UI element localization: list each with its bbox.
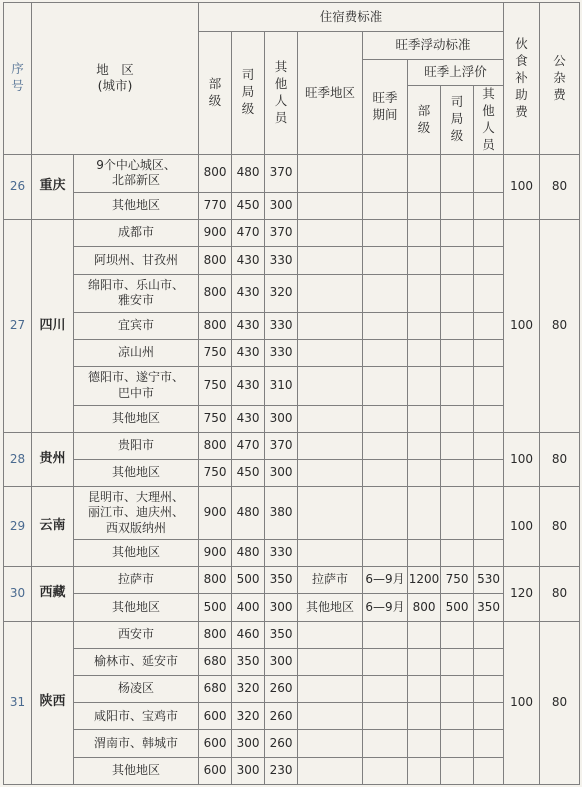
peak-siju: 500	[441, 594, 474, 621]
rate-other: 300	[265, 405, 298, 432]
peak-period	[363, 154, 408, 192]
header-other: 其 他 人 员	[265, 32, 298, 155]
peak-period	[363, 703, 408, 730]
rate-siju: 480	[232, 154, 265, 192]
misc-fee: 80	[540, 621, 580, 784]
peak-region	[298, 703, 363, 730]
rate-other: 310	[265, 367, 298, 405]
rate-other: 380	[265, 487, 298, 539]
peak-period	[363, 648, 408, 675]
peak-region	[298, 367, 363, 405]
header-meal: 伙 食 补 助 费	[504, 3, 540, 155]
peak-period	[363, 274, 408, 312]
area-name: 杨凌区	[74, 675, 199, 702]
peak-bu	[408, 621, 441, 648]
peak-siju	[441, 487, 474, 539]
province-name: 四川	[32, 220, 74, 433]
rate-other: 330	[265, 312, 298, 339]
row-seq: 27	[4, 220, 32, 433]
rate-siju: 450	[232, 192, 265, 219]
rate-bu: 900	[199, 487, 232, 539]
header-lodging: 住宿费标准	[199, 3, 504, 32]
table-row	[4, 312, 580, 339]
peak-siju	[441, 154, 474, 192]
rate-other: 300	[265, 460, 298, 487]
peak-region	[298, 460, 363, 487]
rate-other: 370	[265, 220, 298, 247]
peak-bu	[408, 757, 441, 784]
peak-siju	[441, 621, 474, 648]
peak-other	[474, 539, 504, 566]
table-row	[4, 567, 580, 594]
rate-other: 330	[265, 340, 298, 367]
rate-other: 320	[265, 274, 298, 312]
rate-bu: 750	[199, 460, 232, 487]
peak-other	[474, 648, 504, 675]
peak-bu	[408, 367, 441, 405]
table-row	[4, 432, 580, 459]
peak-region	[298, 274, 363, 312]
peak-other: 530	[474, 567, 504, 594]
peak-other	[474, 757, 504, 784]
header-peak-upper: 旺季上浮价	[408, 60, 504, 86]
peak-other	[474, 487, 504, 539]
area-name: 德阳市、遂宁市、 巴中市	[74, 367, 199, 405]
rate-bu: 900	[199, 220, 232, 247]
table-row	[4, 460, 580, 487]
meal-allowance: 100	[504, 487, 540, 567]
area-name: 阿坝州、甘孜州	[74, 247, 199, 274]
peak-region	[298, 487, 363, 539]
misc-fee: 80	[540, 220, 580, 433]
misc-fee: 80	[540, 567, 580, 621]
peak-other	[474, 703, 504, 730]
table-row	[4, 487, 580, 539]
meal-allowance: 100	[504, 621, 540, 784]
peak-region: 其他地区	[298, 594, 363, 621]
header-peak-bu: 部 级	[408, 86, 441, 155]
table-row	[4, 220, 580, 247]
peak-region	[298, 405, 363, 432]
peak-bu	[408, 154, 441, 192]
area-name: 渭南市、韩城市	[74, 730, 199, 757]
peak-region	[298, 247, 363, 274]
row-seq: 28	[4, 432, 32, 486]
rate-bu: 680	[199, 675, 232, 702]
peak-other	[474, 432, 504, 459]
peak-bu	[408, 274, 441, 312]
peak-bu	[408, 247, 441, 274]
peak-bu	[408, 340, 441, 367]
rate-other: 260	[265, 675, 298, 702]
peak-siju: 750	[441, 567, 474, 594]
peak-period	[363, 340, 408, 367]
area-name: 凉山州	[74, 340, 199, 367]
peak-siju	[441, 539, 474, 566]
table-row	[4, 192, 580, 219]
peak-period	[363, 460, 408, 487]
rate-siju: 500	[232, 567, 265, 594]
rate-bu: 600	[199, 757, 232, 784]
rate-siju: 470	[232, 432, 265, 459]
peak-region	[298, 675, 363, 702]
peak-other	[474, 621, 504, 648]
rate-siju: 470	[232, 220, 265, 247]
area-name: 宜宾市	[74, 312, 199, 339]
rate-bu: 800	[199, 247, 232, 274]
peak-region	[298, 621, 363, 648]
table-row	[4, 274, 580, 312]
area-name: 绵阳市、乐山市、 雅安市	[74, 274, 199, 312]
peak-siju	[441, 274, 474, 312]
area-name: 其他地区	[74, 460, 199, 487]
header-misc: 公 杂 费	[540, 3, 580, 155]
rate-siju: 430	[232, 367, 265, 405]
peak-other	[474, 730, 504, 757]
rate-bu: 800	[199, 432, 232, 459]
peak-bu	[408, 405, 441, 432]
table-row	[4, 675, 580, 702]
row-seq: 30	[4, 567, 32, 621]
rate-siju: 300	[232, 730, 265, 757]
rate-other: 350	[265, 567, 298, 594]
peak-region	[298, 340, 363, 367]
peak-region: 拉萨市	[298, 567, 363, 594]
area-name: 其他地区	[74, 594, 199, 621]
table-row	[4, 757, 580, 784]
peak-bu	[408, 220, 441, 247]
rate-siju: 320	[232, 675, 265, 702]
province-name: 重庆	[32, 154, 74, 220]
header-bu: 部 级	[199, 32, 232, 155]
peak-region	[298, 730, 363, 757]
rate-siju: 400	[232, 594, 265, 621]
rate-siju: 430	[232, 274, 265, 312]
area-name: 昆明市、大理州、 丽江市、迪庆州、 西双版纳州	[74, 487, 199, 539]
peak-period	[363, 405, 408, 432]
peak-other	[474, 340, 504, 367]
peak-siju	[441, 757, 474, 784]
peak-bu	[408, 675, 441, 702]
header-siju: 司 局 级	[232, 32, 265, 155]
rate-bu: 600	[199, 703, 232, 730]
table-row	[4, 594, 580, 621]
rate-bu: 500	[199, 594, 232, 621]
peak-bu	[408, 192, 441, 219]
peak-bu	[408, 703, 441, 730]
peak-period	[363, 675, 408, 702]
peak-other	[474, 154, 504, 192]
peak-other	[474, 367, 504, 405]
province-name: 贵州	[32, 432, 74, 486]
header-region: 地 区 (城市)	[32, 3, 199, 155]
rate-other: 300	[265, 594, 298, 621]
row-seq: 29	[4, 487, 32, 567]
header-peak-other: 其 他 人 员	[474, 86, 504, 155]
rate-other: 370	[265, 154, 298, 192]
table-row	[4, 730, 580, 757]
rate-siju: 300	[232, 757, 265, 784]
meal-allowance: 100	[504, 154, 540, 220]
row-seq: 31	[4, 621, 32, 784]
table-row	[4, 154, 580, 192]
peak-other	[474, 312, 504, 339]
peak-siju	[441, 247, 474, 274]
peak-region	[298, 220, 363, 247]
peak-siju	[441, 703, 474, 730]
meal-allowance: 100	[504, 220, 540, 433]
rate-siju: 430	[232, 247, 265, 274]
area-name: 拉萨市	[74, 567, 199, 594]
peak-siju	[441, 730, 474, 757]
peak-bu	[408, 539, 441, 566]
rate-bu: 800	[199, 274, 232, 312]
rate-other: 370	[265, 432, 298, 459]
peak-siju	[441, 340, 474, 367]
rate-other: 330	[265, 539, 298, 566]
row-seq: 26	[4, 154, 32, 220]
peak-period	[363, 621, 408, 648]
rate-siju: 480	[232, 487, 265, 539]
meal-allowance: 100	[504, 432, 540, 486]
area-name: 其他地区	[74, 757, 199, 784]
rate-siju: 480	[232, 539, 265, 566]
peak-other: 350	[474, 594, 504, 621]
peak-other	[474, 405, 504, 432]
rate-bu: 900	[199, 539, 232, 566]
table-row	[4, 703, 580, 730]
rate-other: 260	[265, 703, 298, 730]
rate-bu: 800	[199, 154, 232, 192]
rate-siju: 320	[232, 703, 265, 730]
peak-bu: 800	[408, 594, 441, 621]
rate-other: 350	[265, 621, 298, 648]
rate-other: 330	[265, 247, 298, 274]
peak-siju	[441, 675, 474, 702]
table-row	[4, 340, 580, 367]
rate-other: 230	[265, 757, 298, 784]
area-name: 贵阳市	[74, 432, 199, 459]
rate-bu: 750	[199, 340, 232, 367]
peak-siju	[441, 648, 474, 675]
table-row	[4, 367, 580, 405]
peak-period	[363, 367, 408, 405]
peak-bu: 1200	[408, 567, 441, 594]
peak-other	[474, 460, 504, 487]
table-row	[4, 648, 580, 675]
peak-other	[474, 220, 504, 247]
area-name: 其他地区	[74, 539, 199, 566]
peak-period	[363, 432, 408, 459]
lodging-standard-table	[3, 2, 580, 785]
peak-bu	[408, 487, 441, 539]
table-row	[4, 621, 580, 648]
area-name: 咸阳市、宝鸡市	[74, 703, 199, 730]
misc-fee: 80	[540, 154, 580, 220]
peak-other	[474, 675, 504, 702]
peak-period	[363, 220, 408, 247]
rate-bu: 800	[199, 312, 232, 339]
rate-siju: 430	[232, 340, 265, 367]
peak-period	[363, 539, 408, 566]
peak-period	[363, 730, 408, 757]
misc-fee: 80	[540, 487, 580, 567]
area-name: 西安市	[74, 621, 199, 648]
province-name: 云南	[32, 487, 74, 567]
peak-region	[298, 312, 363, 339]
peak-period	[363, 192, 408, 219]
area-name: 榆林市、延安市	[74, 648, 199, 675]
table-row	[4, 247, 580, 274]
peak-siju	[441, 220, 474, 247]
rate-bu: 750	[199, 405, 232, 432]
peak-period	[363, 247, 408, 274]
peak-siju	[441, 432, 474, 459]
peak-period	[363, 487, 408, 539]
peak-siju	[441, 405, 474, 432]
rate-other: 300	[265, 648, 298, 675]
table-row	[4, 539, 580, 566]
table-header	[4, 3, 580, 155]
rate-bu: 750	[199, 367, 232, 405]
peak-region	[298, 539, 363, 566]
peak-region	[298, 154, 363, 192]
rate-siju: 450	[232, 460, 265, 487]
area-name: 成都市	[74, 220, 199, 247]
rate-other: 300	[265, 192, 298, 219]
area-name: 9个中心城区、 北部新区	[74, 154, 199, 192]
peak-region	[298, 757, 363, 784]
rate-bu: 600	[199, 730, 232, 757]
peak-period: 6—9月	[363, 567, 408, 594]
rate-siju: 430	[232, 312, 265, 339]
misc-fee: 80	[540, 432, 580, 486]
peak-period: 6—9月	[363, 594, 408, 621]
peak-bu	[408, 432, 441, 459]
rate-bu: 800	[199, 621, 232, 648]
peak-period	[363, 757, 408, 784]
rate-siju: 350	[232, 648, 265, 675]
peak-bu	[408, 312, 441, 339]
header-peak-region: 旺季地区	[298, 32, 363, 155]
table-body	[4, 154, 580, 785]
rate-bu: 800	[199, 567, 232, 594]
peak-other	[474, 192, 504, 219]
peak-region	[298, 432, 363, 459]
table-row	[4, 405, 580, 432]
area-name: 其他地区	[74, 405, 199, 432]
peak-region	[298, 192, 363, 219]
province-name: 西藏	[32, 567, 74, 621]
meal-allowance: 120	[504, 567, 540, 621]
rate-other: 260	[265, 730, 298, 757]
header-peak-siju: 司 局 级	[441, 86, 474, 155]
peak-other	[474, 247, 504, 274]
peak-siju	[441, 192, 474, 219]
header-peak-float: 旺季浮动标准	[363, 32, 504, 60]
header-seq: 序 号	[4, 3, 32, 155]
peak-bu	[408, 460, 441, 487]
area-name: 其他地区	[74, 192, 199, 219]
peak-other	[474, 274, 504, 312]
peak-siju	[441, 312, 474, 339]
peak-bu	[408, 648, 441, 675]
peak-siju	[441, 367, 474, 405]
peak-period	[363, 312, 408, 339]
province-name: 陕西	[32, 621, 74, 784]
peak-siju	[441, 460, 474, 487]
peak-region	[298, 648, 363, 675]
rate-siju: 460	[232, 621, 265, 648]
rate-bu: 770	[199, 192, 232, 219]
rate-siju: 430	[232, 405, 265, 432]
header-peak-period: 旺季 期间	[363, 60, 408, 155]
rate-bu: 680	[199, 648, 232, 675]
peak-bu	[408, 730, 441, 757]
